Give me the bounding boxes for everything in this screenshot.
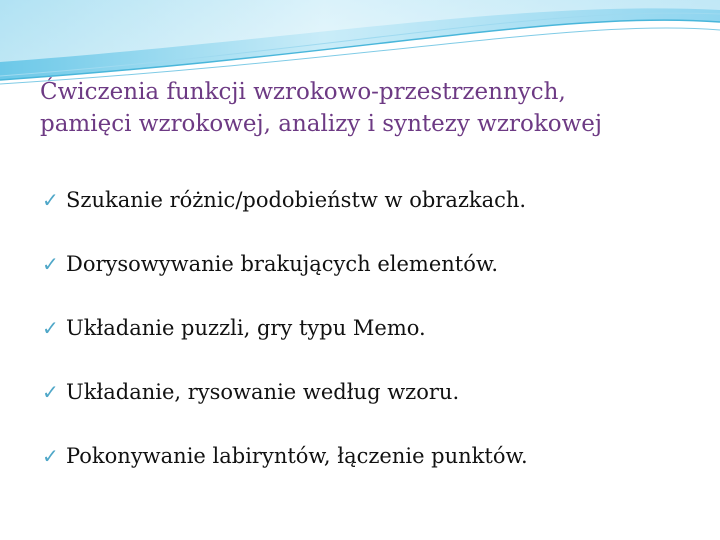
bullet-list: [42, 188, 702, 508]
list-item: [42, 444, 702, 508]
bullet-text: Pokonywanie labiryntów, łączenie punktów.: [66, 444, 528, 468]
checkmark-icon: ✓: [42, 316, 59, 340]
bullet-text: Szukanie różnic/podobieństw w obrazkach.: [66, 188, 527, 212]
slide-title: [40, 76, 700, 140]
bullet-text: Układanie puzzli, gry typu Memo.: [66, 316, 426, 340]
list-item: [42, 252, 702, 316]
checkmark-icon: ✓: [42, 188, 59, 212]
title-line-1: Ćwiczenia funkcji wzrokowo-przestrzennych,: [40, 79, 566, 105]
bullet-text: Dorysowywanie brakujących elementów.: [66, 252, 499, 276]
checkmark-icon: ✓: [42, 252, 59, 276]
checkmark-icon: ✓: [42, 380, 59, 404]
list-item: [42, 316, 702, 380]
list-item: [42, 380, 702, 444]
title-line-2: pamięci wzrokowej, analizy i syntezy wzrokowej: [40, 111, 603, 137]
checkmark-icon: ✓: [42, 444, 59, 468]
bullet-text: Układanie, rysowanie według wzoru.: [66, 380, 460, 404]
list-item: [42, 188, 702, 252]
